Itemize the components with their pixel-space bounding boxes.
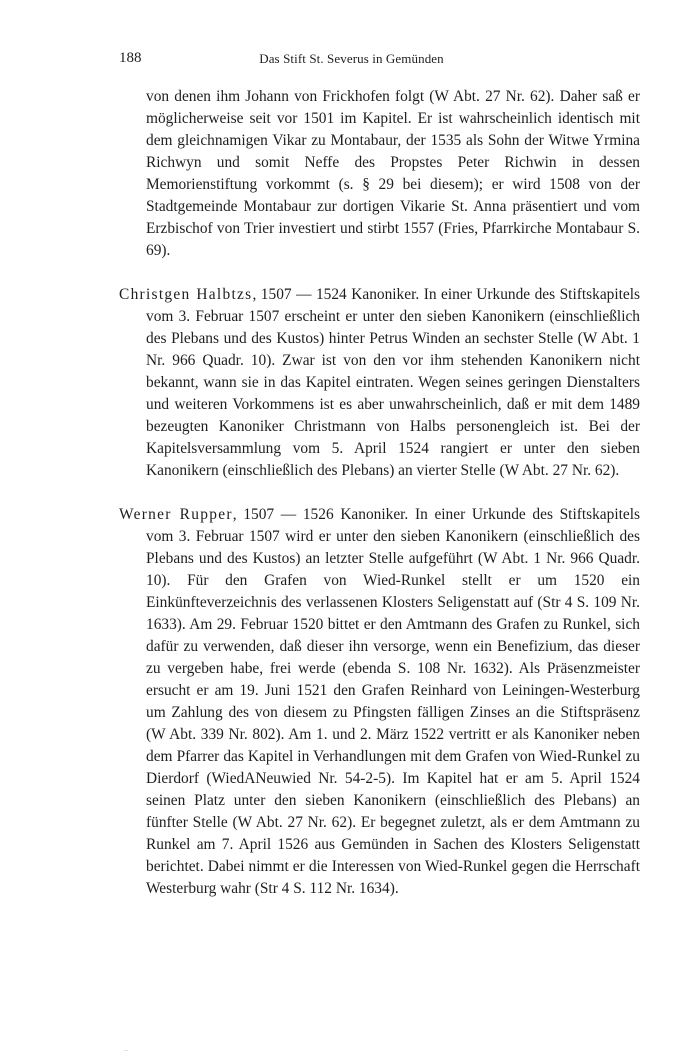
page-header	[119, 50, 584, 70]
entry-name: Christgen Halbtzs	[119, 286, 253, 303]
entry-christgen-halbtzs	[119, 284, 640, 482]
entry-text: von denen ihm Johann von Frickhofen folgt (W Abt. 27 Nr. 62). Daher saß er möglicherweise seit vor 1501 im Kapitel. Er ist wahrscheinlich identisch mit dem gleichnamigen Vikar zu Montabaur, der 1535 als Sohn der Witwe Yrmina Richwyn und somit Neffe des Propstes Peter Richwin in dessen Memorienstiftung vorkommt (s. § 29 bei diesem); er wird 1508 von der Stadtgemeinde Montabaur zur dortigen Vikarie St. Anna präsentiert und vom Erzbischof von Trier investiert und stirbt 1557 (Fries, Pfarrkirche Montabaur S. 69).	[146, 88, 640, 259]
entry-name: Werner Rupper	[119, 506, 233, 523]
page-number: 188	[119, 50, 142, 66]
entry-text: , 1507 — 1526 Kanoniker. In einer Urkunde des Stiftskapitels vom 3. Februar 1507 wird er unter den sieben Kanonikern (einschließlich des Plebans und des Kustos) an letzter Stelle aufgeführt (W Abt. 1 Nr. 966 Quadr. 10). Für den Grafen von Wied-Runkel stellt er um 1520 ein Einkünfteverzeichnis des verlassenen Klosters Seligenstatt auf (Str 4 S. 109 Nr. 1633). Am 29. Februar 1520 bittet er den Amtmann des Grafen zu Runkel, sich dafür zu verwenden, daß dieser ihn versorge, wenn ein Benefizium, das dieser zu vergeben habe, frei werde (ebenda S. 108 Nr. 1632). Als Präsenzmeister ersucht er am 19. Juni 1521 den Grafen Reinhard von Leiningen-Westerburg um Zahlung des von diesem zu Pfingsten fälligen Zinses an die Stiftspräsenz (W Abt. 339 Nr. 802). Am 1. und 2. März 1522 vertritt er als Kanoniker neben dem Pfarrer das Kapitel in Verhandlungen mit dem Grafen von Wied-Runkel zu Dierdorf (WiedANeuwied Nr. 54-2-5). Im Kapitel hat er am 5. April 1524 seinen Platz unter den sieben Kanonikern (einschließlich des Plebans) an fünfter Stelle (W Abt. 27 Nr. 62). Er begegnet zuletzt, als er dem Amtmann zu Runkel am 7. April 1526 aus Gemünden in Sachen des Klosters Seligenstatt berichtet. Dabei nimmt er die Interessen von Wied-Runkel gegen die Herrschaft Westerburg wahr (Str 4 S. 112 Nr. 1634).	[146, 506, 640, 897]
running-title: Das Stift St. Severus in Gemünden	[259, 51, 444, 66]
scan-speck	[124, 1050, 128, 1051]
entry-werner-rupper	[119, 504, 640, 900]
body-text	[119, 86, 640, 922]
entry-continuation	[119, 86, 640, 262]
entry-text: , 1507 — 1524 Kanoniker. In einer Urkunde des Stiftskapitels vom 3. Februar 1507 erscheint er unter den sieben Kanonikern (einschließlich des Plebans und des Kustos) hinter Petrus Winden an sechster Stelle (W Abt. 1 Nr. 966 Quadr. 10). Zwar ist von den vor ihm stehenden Kanonikern nicht bekannt, wann sie in das Kapitel eintraten. Wegen seines geringen Dienstalters und weiteren Vorkommens ist es aber unwahrscheinlich, daß er mit dem 1489 bezeugten Kanoniker Christmann von Halbs personengleich ist. Bei der Kapitelsversammlung vom 5. April 1524 rangiert er unter den sieben Kanonikern (einschließlich des Plebans) an vierter Stelle (W Abt. 27 Nr. 62).	[146, 286, 640, 479]
